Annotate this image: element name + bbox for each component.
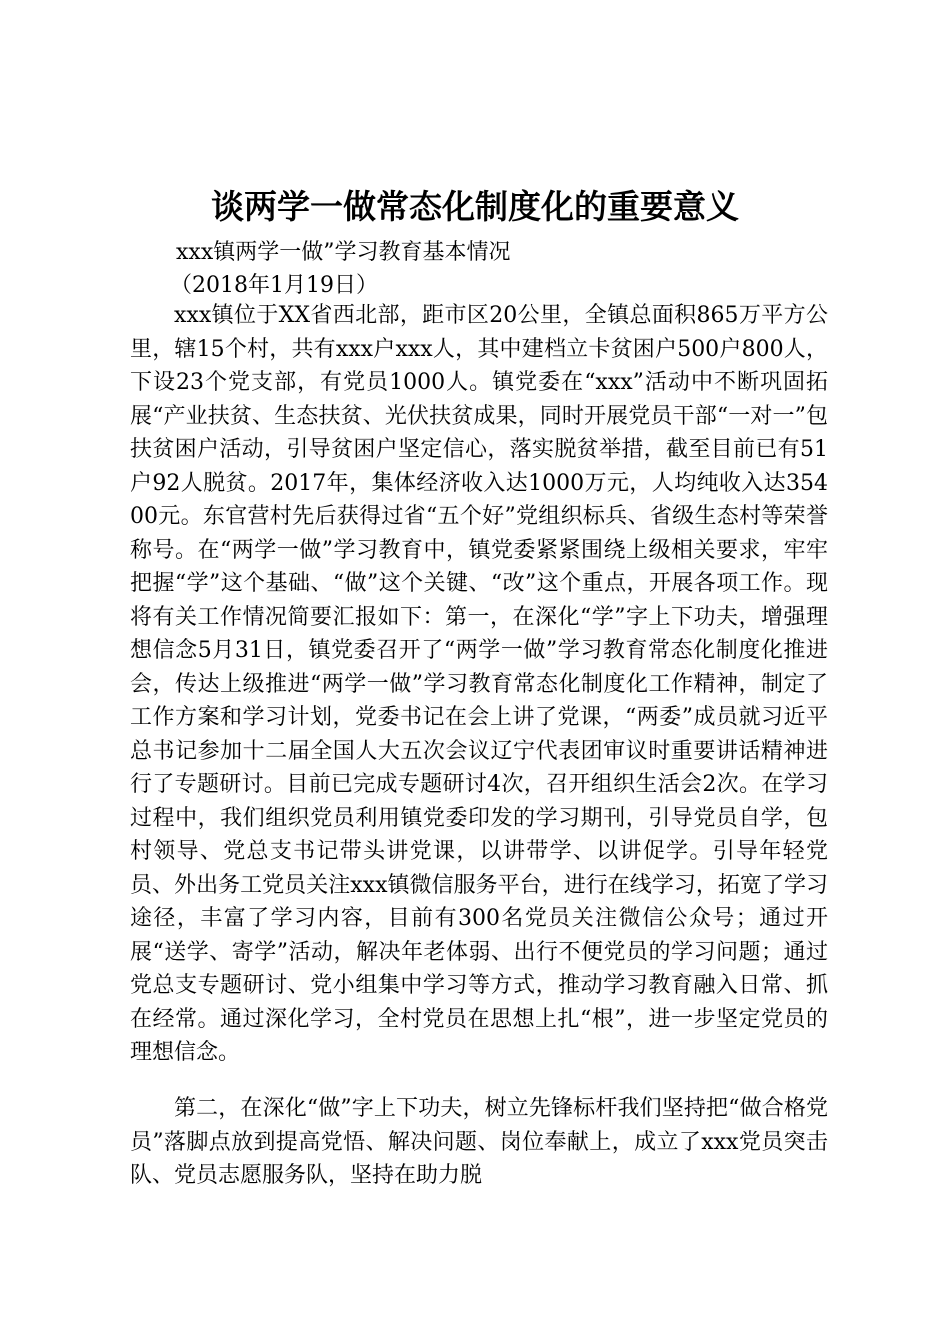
body-paragraph-2: 第二，在深化“做”字上下功夫，树立先锋标杆我们坚持把“做合格党员”落脚点放到提高党悟、解决问题、岗位奉献上，成立了xxx党员突击队、党员志愿服务队，坚持在助力脱 (130, 1096, 828, 1188)
body-paragraph-1: xxx镇位于XX省西北部，距市区20公里，全镇总面积865万平方公里，辖15个村，共有xxx户xxx人，其中建档立卡贫困户500户800人，下设23个党支部，有党员1000人。镇党委在“xxx”活动中不断巩固拓展“产业扶贫、生态扶贫、光伏扶贫成果，同时开展党员干部“一对一”包扶贫困户活动，引导贫困户坚定信心，落实脱贫举措，截至目前已有51户92人脱贫。2017年，集体经济收入达1000万元，人均纯收入达35400元。东官营村先后获得过省“五个好”党组织标兵、省级生态村等荣誉称号。在“两学一做”学习教育中，镇党委紧紧围绕上级相关要求，牢牢把握“学”这个基础、“做”这个关键、“改”这个重点，开展各项工作。现将有关工作情况简要汇报如下：第一，在深化“学”字上下功夫，增强理想信念5月31日，镇党委召开了“两学一做”学习教育常态化制度化推进会，传达上级推进“两学一做”学习教育常态化制度化工作精神，制定了工作方案和学习计划，党委书记在会上讲了党课，“两委”成员就习近平总书记参加十二届全国人大五次会议辽宁代表团审议时重要讲话精神进行了专题研讨。目前已完成专题研讨4次，召开组织生活会2次。在学习过程中，我们组织党员利用镇党委印发的学习期刊，引导党员自学，包村领导、党总支书记带头讲党课，以讲带学、以讲促学。引导年轻党员、外出务工党员关注xxx镇微信服务平台，进行在线学习，拓宽了学习途径，丰富了学习内容，目前有300名党员关注微信公众号；通过开展“送学、寄学”活动，解决年老体弱、出行不便党员的学习问题；通过党总支专题研讨、党小组集中学习等方式，推动学习教育融入日常、抓在经常。通过深化学习，全村党员在思想上扎“根”，进一步坚定党员的理想信念。 (130, 303, 828, 1065)
document-title: 谈两学一做常态化制度化的重要意义 (211, 187, 739, 226)
document-date: （2018年1月19日） (170, 273, 378, 298)
document-subtitle: xxx镇两学一做”学习教育基本情况 (176, 240, 511, 265)
